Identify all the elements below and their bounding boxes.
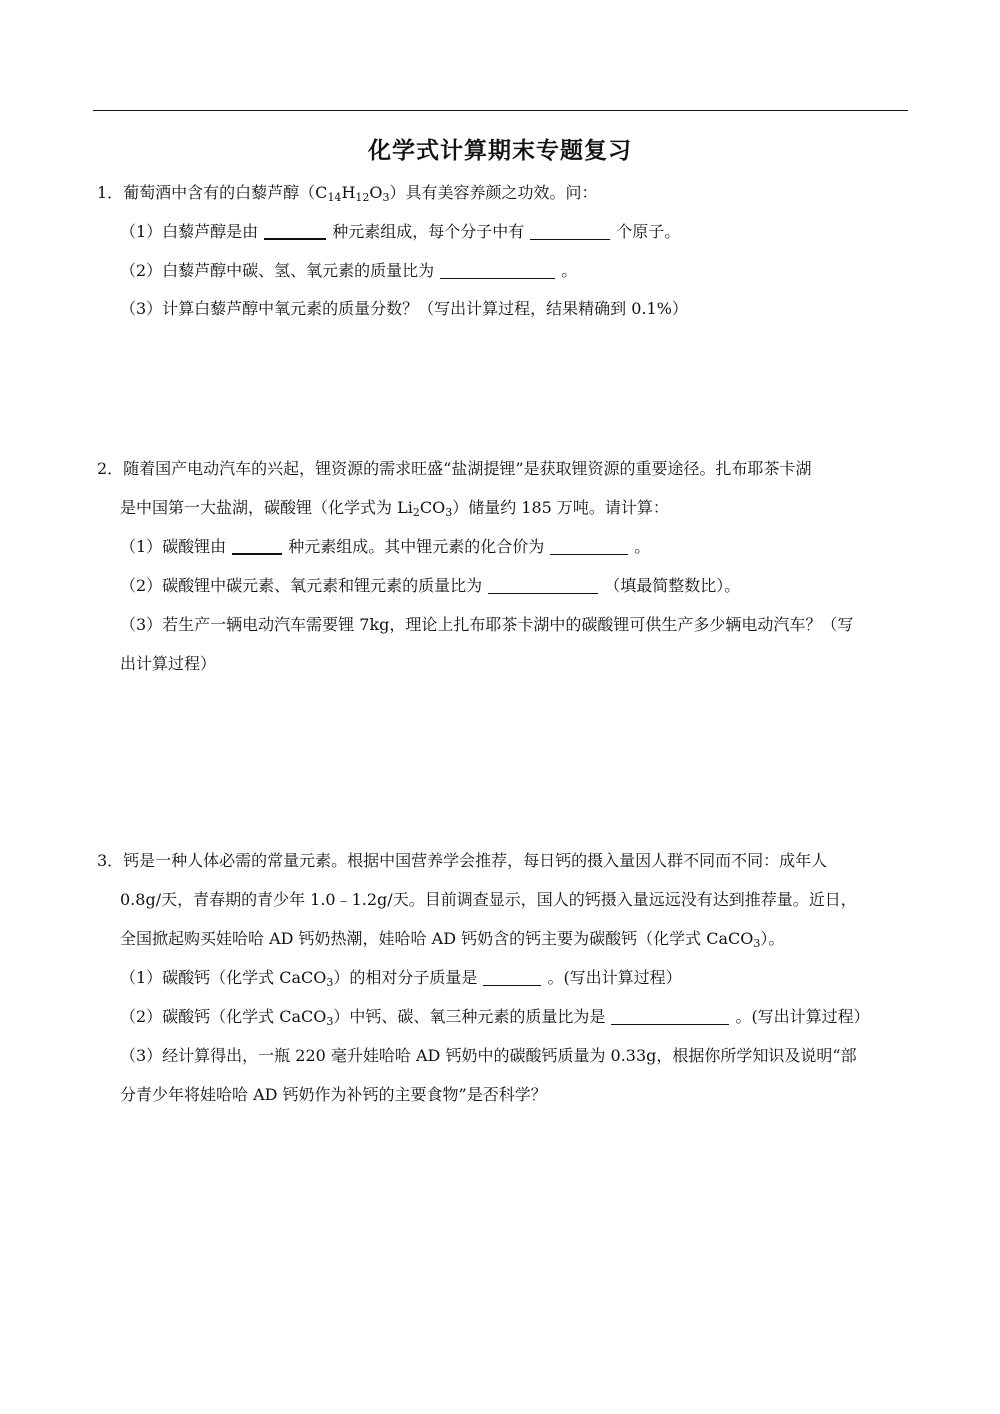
q1-blank-elements[interactable]	[264, 222, 326, 240]
q2-blank-elements[interactable]	[232, 537, 282, 555]
q2-part1: （1）碳酸锂由 种元素组成。其中锂元素的化合价为 。	[120, 537, 651, 556]
q3-intro-line2: 0.8g/天，青春期的青少年 1.0﹣1.2g/天。目前调查显示，国人的钙摄入量远远没有达到推荐量。近日，	[120, 890, 857, 909]
page-title: 化学式计算期末专题复习	[368, 138, 632, 164]
q3-part3-line1: （3）经计算得出，一瓶 220 毫升娃哈哈 AD 钙奶中的碳酸钙质量为 0.33g，根据你所学知识及说明“部	[120, 1046, 857, 1065]
q2-blank-valence[interactable]	[550, 538, 628, 555]
q1-intro: 1．葡萄酒中含有的白藜芦醇$(C_{14}H_{12}O_3)$具有美容养颜之功效。问：	[97, 183, 598, 204]
q3-blank-molecular-mass[interactable]	[483, 969, 541, 986]
q3-blank-mass-ratio[interactable]	[611, 1008, 729, 1025]
q2-intro-line1: 2．随着国产电动汽车的兴起，锂资源的需求旺盛“盐湖提锂”是获取锂资源的重要途径。扎布耶茶卡湖	[97, 459, 812, 478]
q1-part1: （1）白藜芦醇是由 种元素组成，每个分子中有 个原子。	[120, 222, 681, 241]
q3-intro-line1: 3．钙是一种人体必需的常量元素。根据中国营养学会推荐，每日钙的摄入量因人群不同而不同：成年人	[97, 851, 828, 870]
q1-blank-atoms[interactable]	[530, 223, 610, 240]
q2-part2: （2）碳酸锂中碳元素、氧元素和锂元素的质量比为 （填最简整数比）。	[120, 576, 741, 595]
q1-blank-mass-ratio[interactable]	[440, 262, 555, 279]
q2-blank-mass-ratio[interactable]	[488, 577, 598, 594]
q2-part3-line1: （3）若生产一辆电动汽车需要锂 7kg，理论上扎布耶茶卡湖中的碳酸锂可供生产多少辆电动汽车？（写	[120, 615, 854, 634]
q3-intro-line3: 全国掀起购买娃哈哈 AD 钙奶热潮，娃哈哈 AD 钙奶含的钙主要为碳酸钙（化学式 CaCO$_3$）。	[120, 929, 785, 950]
top-rule	[93, 110, 908, 111]
q2-part3-line2: 出计算过程）	[120, 654, 217, 673]
q2-intro-line2: 是中国第一大盐湖，碳酸锂（化学式为 $Li_2CO_3$）储量约 185 万吨。请计算：	[120, 498, 669, 519]
q3-part1: （1）碳酸钙（化学式 CaCO$_3$）的相对分子质量是 。(写出计算过程）	[120, 968, 682, 989]
q1-part2: （2）白藜芦醇中碳、氢、氧元素的质量比为 。	[120, 261, 578, 280]
q1-part3: （3）计算白藜芦醇中氧元素的质量分数？（写出计算过程，结果精确到 0.1%）	[120, 299, 688, 318]
q3-part2: （2）碳酸钙（化学式 CaCO$_3$）中钙、碳、氧三种元素的质量比为是 。(写出计算过程）	[120, 1007, 870, 1028]
q3-part3-line2: 分青少年将娃哈哈 AD 钙奶作为补钙的主要食物”是否科学？	[120, 1085, 547, 1104]
